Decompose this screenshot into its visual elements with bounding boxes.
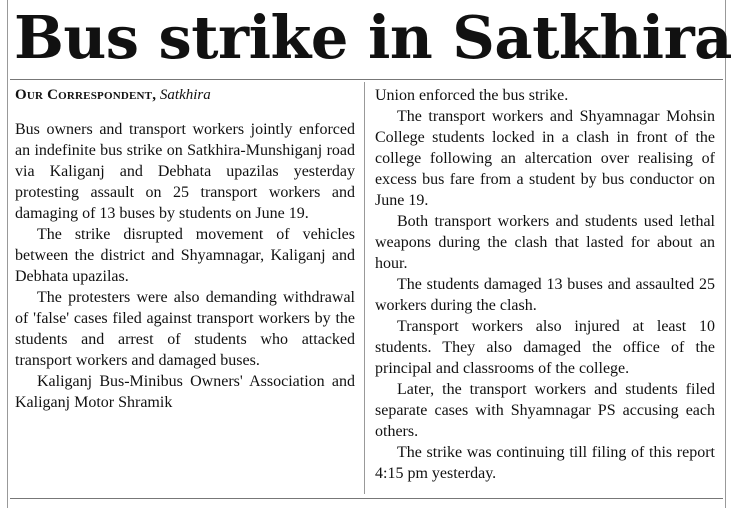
article-column-right (375, 85, 715, 484)
frame-left-border (7, 0, 8, 508)
paragraph: Later, the transport workers and students filed separate cases with Shyamnagar PS accusing each others. (375, 381, 715, 440)
paragraph: Transport workers also injured at least 10 students. They also damaged the office of the principal and classrooms of the college. (375, 318, 715, 377)
paragraph: Both transport workers and students used lethal weapons during the clash that lasted for about an hour. (375, 213, 715, 272)
byline (15, 85, 355, 106)
headline: Bus strike in Satkhira (14, 3, 732, 72)
paragraph: The strike was continuing till filing of this report 4:15 pm yesterday. (375, 444, 715, 482)
column-divider (364, 82, 365, 494)
paragraph: The strike disrupted movement of vehicles between the district and Shyamnagar, Kaliganj and Debhata upazilas. (15, 226, 355, 285)
paragraph: The students damaged 13 buses and assaulted 25 workers during the clash. (375, 276, 715, 314)
article-column-left (15, 85, 355, 413)
paragraph: The transport workers and Shyamnagar Mohsin College students locked in a clash in front of the college following an altercation over realising of excess bus fare from a student by bus conductor on June 19. (375, 108, 715, 209)
paragraph: The protesters were also demanding withdrawal of 'false' cases filed against transport workers by the students and arrest of students who attacked transport workers and damaged buses. (15, 289, 355, 369)
paragraph: Union enforced the bus strike. (375, 87, 569, 104)
headline-rule (10, 79, 723, 80)
paragraph: Bus owners and transport workers jointly enforced an indefinite bus strike on Satkhira-Munshiganj road via Kaliganj and Debhata upazilas yesterday protesting assault on 25 transport workers and damaging of 13 buses by students on June 19. (15, 121, 355, 222)
frame-right-border (725, 0, 726, 508)
bottom-rule (10, 498, 723, 499)
byline-location: Satkhira (159, 87, 211, 103)
byline-author: Our Correspondent, (15, 87, 157, 103)
paragraph: Kaliganj Bus-Minibus Owners' Association and Kaliganj Motor Shramik (15, 373, 355, 411)
